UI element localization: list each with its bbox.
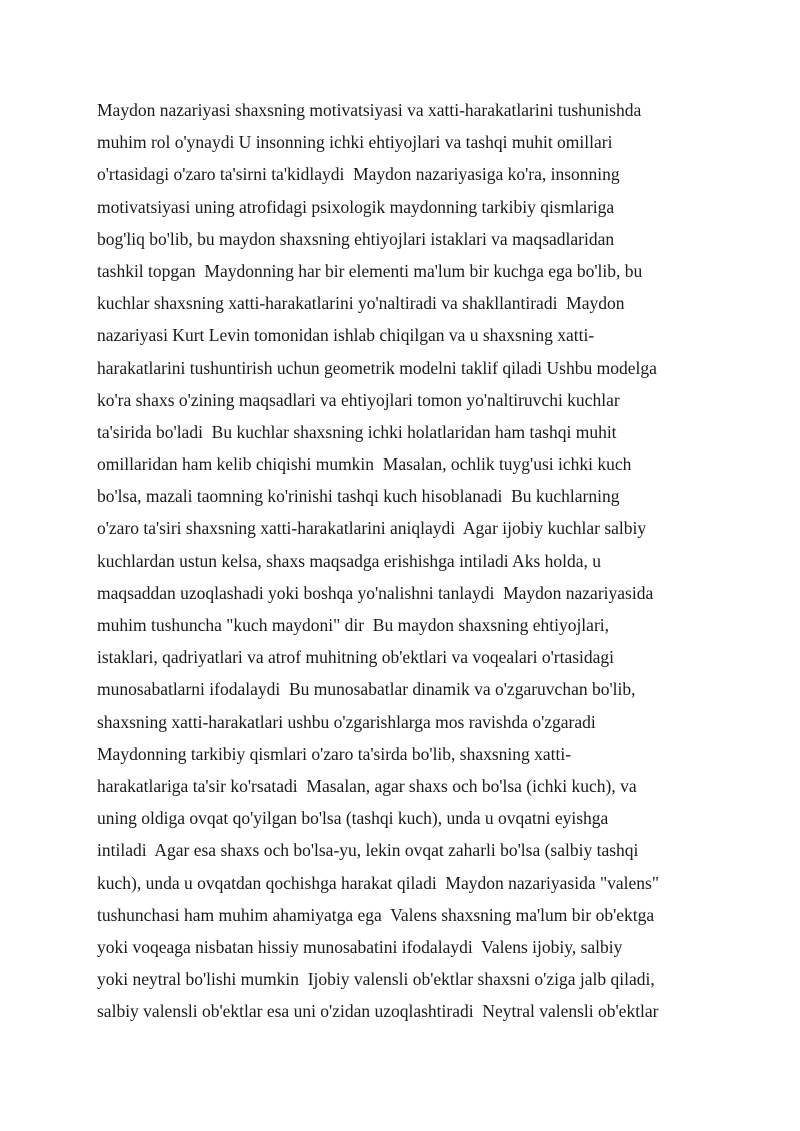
text-line: muhim rol o'ynaydi U insonning ichki ehtiyojlari va tashqi muhit omillari: [97, 132, 613, 153]
body-text: [97, 94, 717, 1027]
text-line: motivatsiyasi uning atrofidagi psixologik maydonning tarkibiy qismlariga: [97, 196, 615, 217]
text-line: harakatlarini tushuntirish uchun geometrik modelni taklif qiladi Ushbu modelga: [97, 357, 657, 378]
text-line: kuchlardan ustun kelsa, shaxs maqsadga erishishga intiladi Aks holda, u: [97, 550, 602, 571]
text-line: yoki voqeaga nisbatan hissiy munosabatini ifodalaydi Valens ijobiy, salbiy: [97, 936, 623, 957]
text-line: kuch), unda u ovqatdan qochishga harakat qiladi Maydon nazariyasida "valens": [97, 872, 659, 893]
text-line: uning oldiga ovqat qo'yilgan bo'lsa (tashqi kuch), unda u ovqatni eyishga: [97, 808, 609, 829]
text-line: ko'ra shaxs o'zining maqsadlari va ehtiyojlari tomon yo'naltiruvchi kuchlar: [97, 389, 620, 410]
text-line: harakatlariga ta'sir ko'rsatadi Masalan, agar shaxs och bo'lsa (ichki kuch), va: [97, 775, 637, 796]
text-line: nazariyasi Kurt Levin tomonidan ishlab chiqilgan va u shaxsning xatti-: [97, 325, 595, 346]
text-line: maqsaddan uzoqlashadi yoki boshqa yo'nalishni tanlaydi Maydon nazariyasida: [97, 582, 654, 603]
text-line: bog'liq bo'lib, bu maydon shaxsning ehtiyojlari istaklari va maqsadlaridan: [97, 228, 615, 249]
text-line: bo'lsa, mazali taomning ko'rinishi tashqi kuch hisoblanadi Bu kuchlarning: [97, 486, 620, 507]
text-line: muhim tushuncha "kuch maydoni" dir Bu maydon shaxsning ehtiyojlari,: [97, 615, 610, 635]
text-line: salbiy valensli ob'ektlar esa uni o'zidan uzoqlashtiradi Neytral valensli ob'ektlar: [97, 1001, 659, 1022]
text-line: o'zaro ta'siri shaxsning xatti-harakatlarini aniqlaydi Agar ijobiy kuchlar salbiy: [97, 518, 647, 539]
text-line: tushunchasi ham muhim ahamiyatga ega Valens shaxsning ma'lum bir ob'ektga: [97, 904, 655, 925]
text-line: istaklari, qadriyatlari va atrof muhitning ob'ektlari va voqealari o'rtasidagi: [97, 647, 615, 668]
text-line: kuchlar shaxsning xatti-harakatlarini yo'naltiradi va shakllantiradi Maydon: [97, 293, 625, 314]
text-line: yoki neytral bo'lishi mumkin Ijobiy valensli ob'ektlar shaxsni o'ziga jalb qiladi,: [97, 969, 655, 990]
text-line: intiladi Agar esa shaxs och bo'lsa-yu, lekin ovqat zaharli bo'lsa (salbiy tashqi: [97, 840, 639, 861]
text-line: shaxsning xatti-harakatlari ushbu o'zgarishlarga mos ravishda o'zgaradi: [97, 711, 596, 732]
text-line: o'rtasidagi o'zaro ta'sirni ta'kidlaydi Maydon nazariyasiga ko'ra, insonning: [97, 164, 620, 185]
text-line: Maydon nazariyasi shaxsning motivatsiyasi va xatti-harakatlarini tushunishda: [97, 100, 642, 120]
text-line: omillaridan ham kelib chiqishi mumkin Masalan, ochlik tuyg'usi ichki kuch: [97, 454, 632, 475]
text-line: munosabatlarni ifodalaydi Bu munosabatlar dinamik va o'zgaruvchan bo'lib,: [97, 679, 636, 700]
text-line: ta'sirida bo'ladi Bu kuchlar shaxsning ichki holatlaridan ham tashqi muhit: [97, 421, 617, 442]
text-line: tashkil topgan Maydonning har bir elementi ma'lum bir kuchga ega bo'lib, bu: [97, 260, 643, 281]
text-line: Maydonning tarkibiy qismlari o'zaro ta'sirda bo'lib, shaxsning xatti-: [97, 743, 572, 764]
